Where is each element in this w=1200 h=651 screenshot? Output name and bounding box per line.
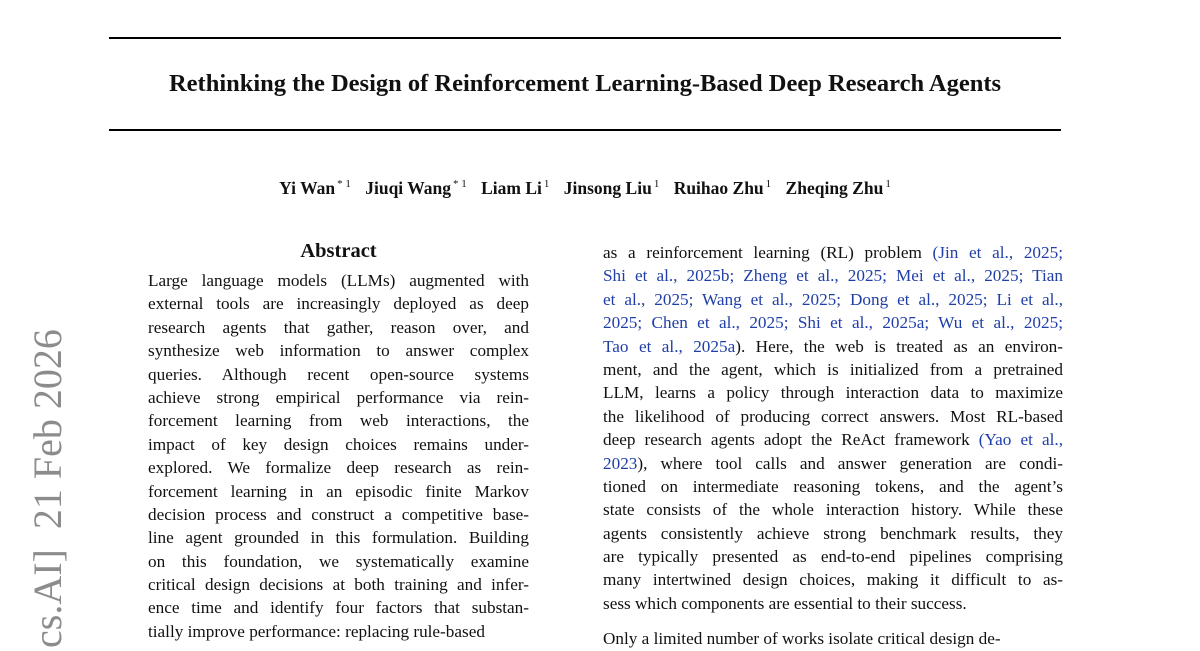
body-line [603, 381, 1063, 404]
body-text: are typically presented as end-to-end pipelines comprising [603, 547, 1063, 567]
body-paragraph [603, 241, 1063, 615]
citation-link[interactable]: Tao et al., 2025a [603, 336, 736, 356]
abstract-line: queries. Although recent open-source systems [148, 364, 529, 384]
abstract-line: explored. We formalize deep research as rein- [148, 458, 529, 478]
author-affiliation: * 1 [453, 178, 467, 190]
body-text: many intertwined design choices, making it difficult to as- [603, 570, 1063, 590]
abstract-line: external tools are increasingly deployed as deep [148, 294, 529, 314]
body-line [603, 568, 1063, 591]
body-line [603, 428, 1063, 451]
author-name: Ruihao Zhu [673, 178, 764, 198]
author [365, 178, 467, 198]
abstract-line: ence time and identify four factors that substan- [148, 598, 529, 618]
author-list [109, 171, 1061, 201]
body-line [603, 452, 1063, 475]
body-text: ment, and the agent, which is initialized from a pretrained [603, 359, 1063, 379]
body-line [603, 288, 1063, 311]
abstract-line: Large language models (LLMs) augmented with [148, 271, 529, 290]
author-name: Jinsong Liu [563, 178, 652, 198]
body-text: tioned on intermediate reasoning tokens, and the agent’s [603, 476, 1063, 496]
citation-link[interactable]: 2025; Chen et al., 2025; Shi et al., 2025a; Wu et al., 2025; [603, 313, 1063, 333]
abstract-line: line agent grounded in this formulation. Building [148, 528, 529, 548]
body-line [603, 475, 1063, 498]
author-name: Yi Wan [279, 178, 336, 198]
author-affiliation: * 1 [337, 178, 351, 190]
author-name: Jiuqi Wang [365, 178, 451, 198]
abstract-line: synthesize web information to answer complex [148, 341, 529, 361]
body-line [603, 522, 1063, 545]
paper-title: Rethinking the Design of Reinforcement Learning-Based Deep Research Agents [168, 70, 1002, 97]
top-rule [109, 37, 1061, 39]
citation-link[interactable]: Shi et al., 2025b; Zheng et al., 2025; Mei et al., 2025; Tian [603, 266, 1063, 286]
author [786, 178, 891, 198]
body-text: LLM, learns a policy through interaction data to maximize [603, 383, 1063, 403]
body-text: Only a limited number of works isolate critical design de- [603, 629, 1001, 649]
abstract-line: forcement learning from web interactions, the [148, 411, 529, 431]
author-affiliation: 1 [653, 178, 660, 190]
author [481, 178, 549, 198]
body-text: agents consistently achieve strong benchmark results, they [603, 523, 1063, 543]
author [279, 178, 351, 198]
bottom-rule [109, 129, 1061, 131]
abstract-body [148, 269, 529, 643]
body-text: deep research agents adopt the ReAct framework [603, 430, 979, 450]
abstract-line: achieve strong empirical performance via rein- [148, 387, 529, 407]
body-paragraph [603, 627, 1063, 650]
citation-link[interactable]: et al., 2025; Wang et al., 2025; Dong et al., 2025; Li et al., [603, 289, 1063, 309]
body-right-column [603, 241, 1063, 651]
abstract-line: forcement learning in an episodic finite Markov [148, 481, 529, 501]
body-line [603, 627, 1063, 650]
arxiv-stamp: cs.AI] 21 Feb 2026 [25, 329, 70, 648]
body-line [603, 264, 1063, 287]
abstract-line: tially improve performance: replacing rule-based [148, 621, 485, 641]
body-line [603, 498, 1063, 521]
body-line [603, 545, 1063, 568]
body-line [603, 358, 1063, 381]
author [674, 178, 771, 198]
author-name: Zheqing Zhu [785, 178, 884, 198]
body-text: sess which components are essential to their success. [603, 593, 967, 613]
citation-link[interactable]: (Jin et al., 2025; [932, 243, 1063, 262]
author-name: Liam Li [481, 178, 542, 198]
body-line [603, 592, 1063, 615]
citation-link[interactable]: 2023 [603, 453, 638, 473]
body-line [603, 241, 1063, 264]
author-affiliation: 1 [543, 178, 550, 190]
author-affiliation: 1 [765, 178, 772, 190]
abstract-line: on this foundation, we systematically examine [148, 551, 529, 571]
body-text: the likelihood of producing correct answers. Most RL-based [603, 406, 1063, 426]
abstract-line: impact of key design choices remains under- [148, 434, 529, 454]
body-line [603, 405, 1063, 428]
abstract-line: research agents that gather, reason over, and [148, 317, 529, 337]
body-text: ), where tool calls and answer generation are condi- [637, 453, 1063, 473]
body-line [603, 311, 1063, 334]
body-line [603, 335, 1063, 358]
author-affiliation: 1 [885, 178, 891, 190]
citation-link[interactable]: (Yao et al., [978, 430, 1063, 450]
body-text: ). Here, the web is treated as an environ- [735, 336, 1063, 356]
abstract-line: critical design decisions at both training and infer- [148, 575, 529, 595]
body-text: state consists of the whole interaction history. While these [603, 500, 1063, 520]
author [564, 178, 660, 198]
abstract-heading: Abstract [300, 240, 377, 262]
abstract-line: decision process and construct a competitive base- [148, 504, 529, 524]
body-text: as a reinforcement learning (RL) problem [603, 243, 933, 262]
